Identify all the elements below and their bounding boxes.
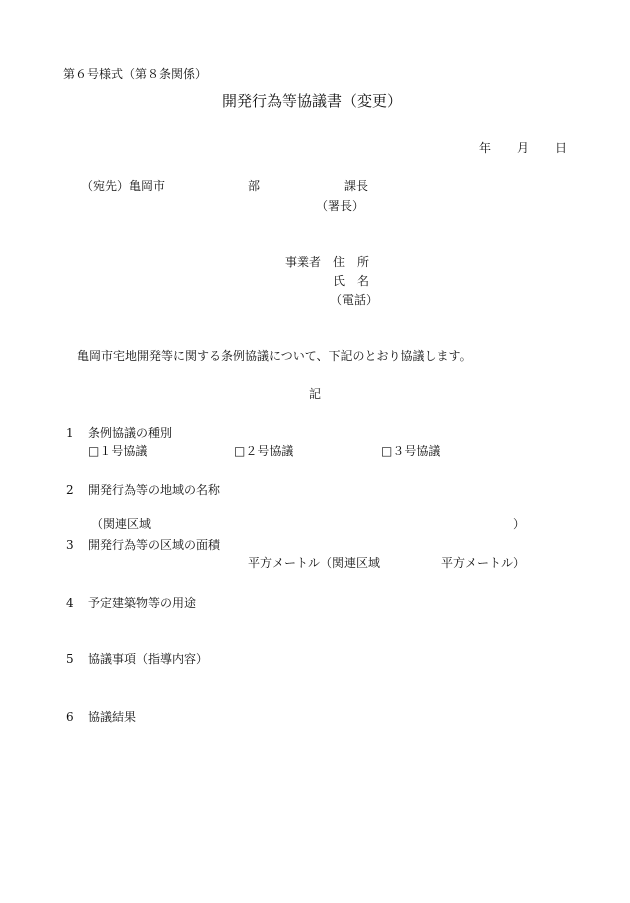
item-number: 4 [66, 596, 74, 610]
applicant-label: 事業者 [285, 255, 322, 269]
date-day: 日 [555, 141, 568, 155]
option-checkbox-3go[interactable]: □３号協議 [381, 444, 441, 458]
option-checkbox-2go[interactable]: □２号協議 [234, 444, 294, 458]
item-number: 1 [66, 426, 74, 440]
item-number: 5 [66, 652, 74, 666]
related-area-open: （関連区域 [91, 517, 152, 531]
item-label: 開発行為等の地域の名称 [88, 483, 221, 497]
document-title: 開発行為等協議書（変更） [222, 92, 403, 110]
item-number: 6 [66, 710, 74, 724]
item-label: 予定建築物等の用途 [88, 596, 197, 610]
date-year: 年 [479, 141, 492, 155]
addressee-office-chief: （署長） [316, 199, 365, 213]
area-unit-line-end: 平方メートル） [441, 556, 526, 570]
item-label: 協議結果 [88, 710, 137, 724]
date-month: 月 [517, 141, 530, 155]
applicant-phone: （電話） [330, 293, 379, 307]
applicant-name: 氏 名 [333, 274, 370, 288]
item-label: 条例協議の種別 [88, 426, 173, 440]
applicant-address: 住 所 [333, 255, 370, 269]
option-checkbox-1go[interactable]: □１号協議 [88, 444, 148, 458]
related-area-close: ） [513, 517, 526, 531]
addressee-section-chief: 課長 [344, 179, 369, 193]
item-number: 2 [66, 483, 74, 497]
addressee-department: 部 [248, 179, 261, 193]
intro-text: 亀岡市宅地開発等に関する条例協議について、下記のとおり協議します。 [77, 349, 472, 363]
ki-heading: 記 [309, 387, 322, 401]
addressee-prefix: （宛先）亀岡市 [81, 179, 166, 193]
item-label: 開発行為等の区域の面積 [88, 538, 221, 552]
item-number: 3 [66, 538, 74, 552]
area-unit-line: 平方メートル（関連区域 [248, 556, 381, 570]
item-label: 協議事項（指導内容） [88, 652, 209, 666]
form-id: 第６号様式（第８条関係） [63, 67, 208, 81]
